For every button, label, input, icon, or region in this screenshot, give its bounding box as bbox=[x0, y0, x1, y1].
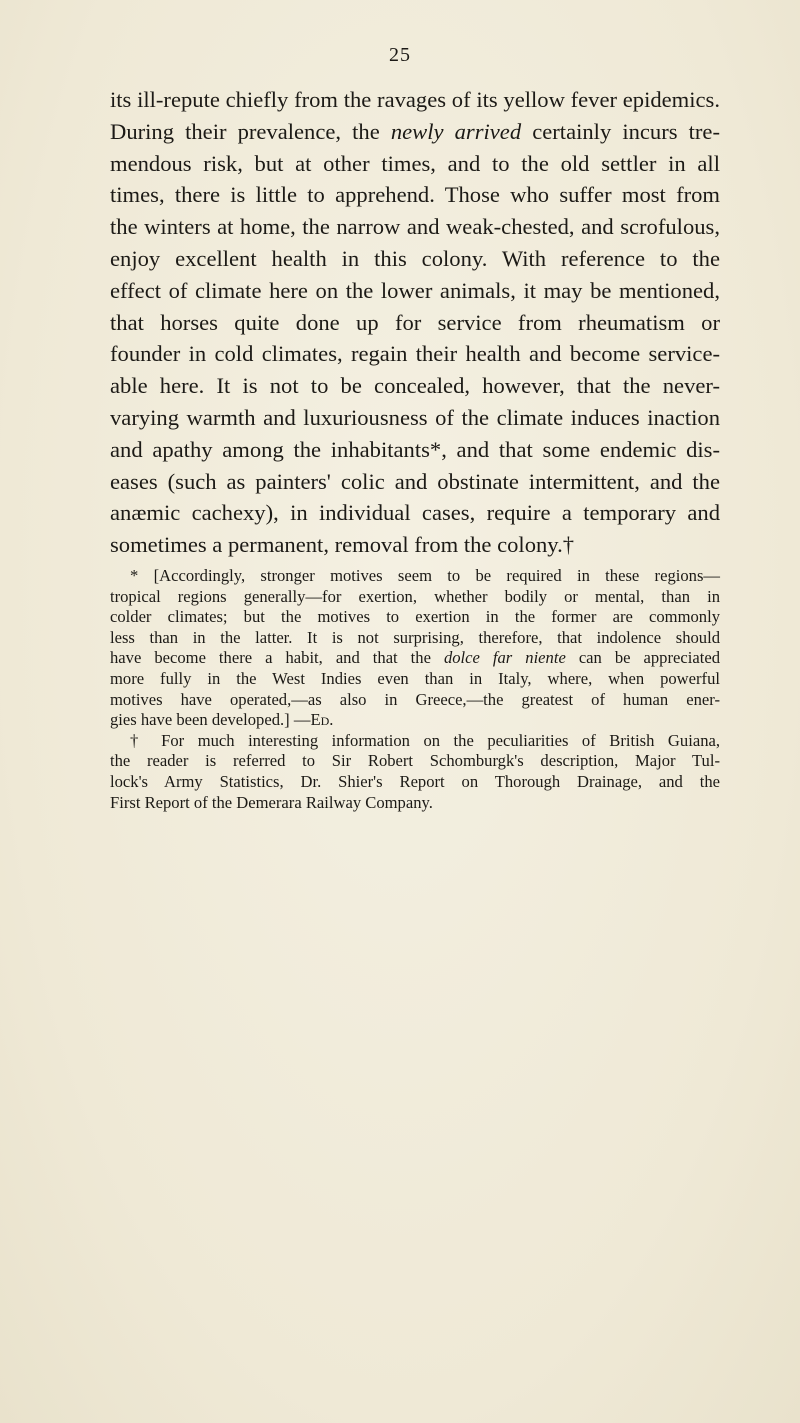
footnote-line: the reader is referred to Sir Robert Schomburgk's description, Major Tul- bbox=[110, 751, 720, 771]
text-line: able here. It is not to be concealed, however, that the never- bbox=[110, 373, 720, 399]
footnote-line: tropical regions generally—for exertion, whether bodily or mental, than in bbox=[110, 586, 720, 606]
editor-signature: Ed. bbox=[310, 710, 334, 730]
text-fragment: certainly incurs tre- bbox=[521, 118, 720, 144]
footnote-line bbox=[110, 710, 720, 731]
text-line: eases (such as painters' colic and obstinate intermittent, and the bbox=[110, 468, 720, 494]
footnote-line: * [Accordingly, stronger motives seem to be required in these regions— bbox=[130, 566, 720, 585]
footnote-dagger bbox=[110, 731, 720, 813]
text-line: mendous risk, but at other times, and to the old settler in all bbox=[110, 150, 720, 176]
body-paragraph bbox=[110, 84, 720, 561]
text-fragment: During their prevalence, the bbox=[110, 118, 391, 144]
text-line: effect of climate here on the lower animals, it may be mentioned, bbox=[110, 277, 720, 303]
text-line: and apathy among the inhabitants*, and that some endemic dis- bbox=[110, 436, 720, 462]
text-line: sometimes a permanent, removal from the colony.† bbox=[110, 532, 575, 558]
italic-phrase: dolce far niente bbox=[443, 648, 566, 668]
text-fragment: can be appreciated bbox=[565, 648, 720, 668]
italic-phrase: newly arrived bbox=[390, 118, 522, 144]
text-line: varying warmth and luxuriousness of the climate induces inaction bbox=[110, 404, 720, 430]
text-line: its ill-repute chiefly from the ravages of its yellow fever epidemics. bbox=[110, 87, 720, 112]
footnote-line: First Report of the Demerara Railway Company. bbox=[110, 792, 433, 812]
footnote-line: motives have operated,—as also in Greece,—the greatest of human ener- bbox=[110, 689, 720, 709]
footnote-asterisk bbox=[110, 566, 720, 731]
footnote-line: colder climates; but the motives to exertion in the former are commonly bbox=[110, 607, 720, 627]
footnotes bbox=[110, 566, 720, 813]
text-line: that horses quite done up for service from rheumatism or bbox=[110, 309, 720, 335]
footnote-line: less than in the latter. It is not surprising, therefore, that indolence should bbox=[110, 627, 720, 647]
text-line: anæmic cachexy), in individual cases, require a temporary and bbox=[110, 500, 720, 526]
text-line: the winters at home, the narrow and weak-chested, and scrofulous, bbox=[110, 214, 720, 240]
text-line: founder in cold climates, regain their health and become service- bbox=[110, 341, 720, 367]
text-line: enjoy excellent health in this colony. With reference to the bbox=[110, 245, 720, 271]
text-fragment: gies have been developed.] — bbox=[110, 710, 311, 730]
text-line: times, there is little to apprehend. Those who suffer most from bbox=[110, 182, 720, 208]
text-fragment: have become there a habit, and that the bbox=[110, 648, 444, 668]
footnote-line bbox=[110, 648, 720, 669]
footnote-line: more fully in the West Indies even than in Italy, where, when powerful bbox=[110, 668, 720, 688]
page-number: 25 bbox=[389, 44, 411, 66]
footnote-line: † For much interesting information on the peculiarities of British Guiana, bbox=[130, 730, 720, 750]
text-line bbox=[110, 116, 720, 148]
footnote-line: lock's Army Statistics, Dr. Shier's Report on Thorough Drainage, and the bbox=[110, 771, 720, 791]
